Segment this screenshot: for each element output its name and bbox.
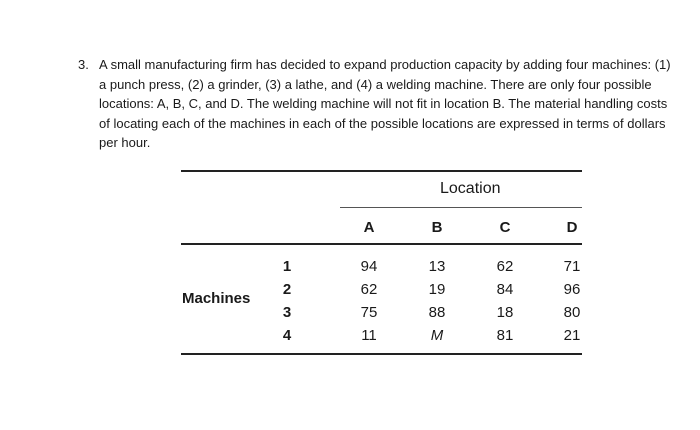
cell-4-c: 81 <box>496 327 514 344</box>
cell-2-d: 96 <box>563 281 581 298</box>
location-header-rule <box>340 207 582 208</box>
table-top-rule <box>181 170 582 172</box>
table-bottom-rule <box>181 353 582 355</box>
column-header-d: D <box>566 219 578 236</box>
cell-1-a: 94 <box>360 258 378 275</box>
cell-3-a: 75 <box>360 304 378 321</box>
row-label-3: 3 <box>282 304 292 321</box>
problem-text: A small manufacturing firm has decided to expand production capacity by adding four machines: (1) a punch press, (2) a grinder, (3) a lathe, and (4) a welding machine. There are only four possible locations: A, B, C, and D. The welding machine will not fit in location B. The material handling costs of locating each of the machines in each of the possible locations are expressed in terms of dollars per hour. <box>99 57 671 150</box>
cell-1-c: 62 <box>496 258 514 275</box>
cell-4-d: 21 <box>563 327 581 344</box>
cell-2-b: 19 <box>428 281 446 298</box>
problem-number: 3. <box>78 57 89 72</box>
cell-4-b: M <box>430 327 444 344</box>
cell-2-c: 84 <box>496 281 514 298</box>
cell-3-b: 88 <box>428 304 446 321</box>
row-label-1: 1 <box>282 258 292 275</box>
cell-1-d: 71 <box>563 258 581 275</box>
column-header-c: C <box>499 219 511 236</box>
row-label-2: 2 <box>282 281 292 298</box>
cell-3-c: 18 <box>496 304 514 321</box>
row-label-4: 4 <box>282 327 292 344</box>
column-header-b: B <box>431 219 443 236</box>
location-header: Location <box>440 180 501 197</box>
cell-3-d: 80 <box>563 304 581 321</box>
machines-label: Machines <box>182 290 251 307</box>
column-header-a: A <box>363 219 375 236</box>
table-header-rule <box>181 243 582 245</box>
cell-2-a: 62 <box>360 281 378 298</box>
cell-4-a: 11 <box>361 327 377 344</box>
cell-1-b: 13 <box>428 258 446 275</box>
